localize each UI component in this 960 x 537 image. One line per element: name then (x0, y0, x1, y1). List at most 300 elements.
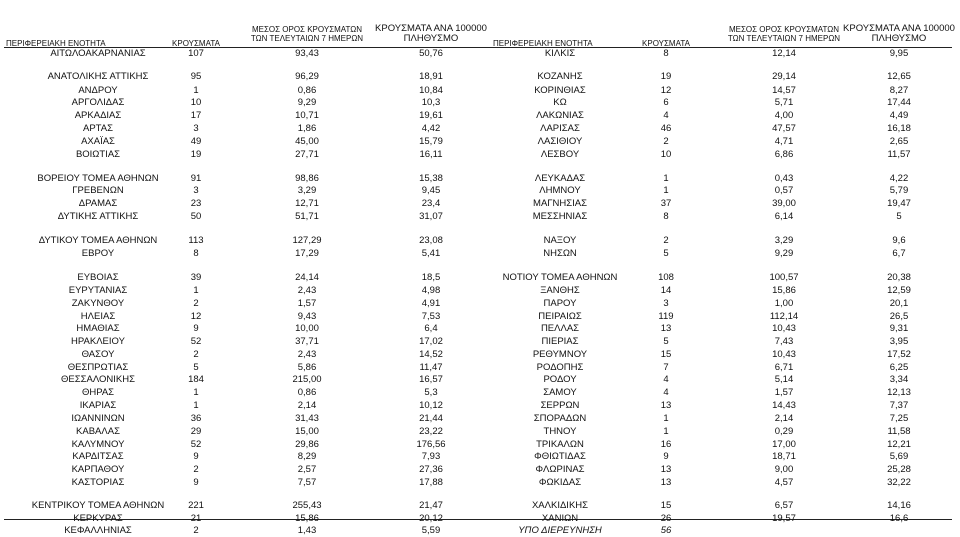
cases-cell: 3 (193, 185, 199, 196)
per100k-cell: 15,79 (419, 136, 443, 147)
per100k-cell: 18,91 (419, 71, 443, 82)
per100k-cell: 3,95 (889, 336, 909, 347)
avg-cell: 9,29 (297, 97, 317, 108)
region-cell: ΡΟΔΟΠΗΣ (536, 362, 584, 373)
cases-cell: 2 (193, 349, 199, 360)
avg-cell: 7,57 (297, 477, 317, 488)
avg-cell: 9,29 (774, 248, 794, 259)
region-cell: ΑΡΤΑΣ (83, 123, 113, 134)
cases-cell: 16 (660, 439, 672, 450)
avg-cell: 17,29 (295, 248, 319, 259)
region-cell: ΑΝΔΡΟΥ (78, 85, 118, 96)
per100k-cell: 4,42 (421, 123, 441, 134)
avg-cell: 10,43 (772, 349, 796, 360)
avg-cell: 5,14 (774, 374, 794, 385)
avg-cell: 12,14 (772, 48, 796, 59)
region-cell: ΚΕΝΤΡΙΚΟΥ ΤΟΜΕΑ ΑΘΗΝΩΝ (31, 500, 165, 511)
avg-cell: 100,57 (769, 272, 799, 283)
cases-cell: 13 (660, 477, 672, 488)
cases-cell: 9 (663, 451, 669, 462)
avg-cell: 9,00 (774, 464, 794, 475)
cases-cell: 108 (658, 272, 674, 283)
cases-cell: 17 (190, 110, 202, 121)
table-row (0, 184, 960, 197)
header-per100k-line1: ΚΡΟΥΣΜΑΤΑ ΑΝΑ 100000 (375, 23, 487, 34)
region-cell: ΕΒΡΟΥ (81, 248, 115, 259)
table-row (0, 463, 960, 476)
region-cell: ΚΑΛΥΜΝΟΥ (71, 439, 125, 450)
table-row (0, 247, 960, 260)
cases-cell: 8 (663, 211, 669, 222)
per100k-cell: 18,5 (421, 272, 441, 283)
cases-cell: 2 (663, 136, 669, 147)
cases-cell: 15 (660, 349, 672, 360)
region-cell: ΠΑΡΟΥ (543, 298, 577, 309)
cases-cell: 4 (663, 110, 669, 121)
avg-cell: 15,86 (295, 513, 319, 524)
region-cell: ΕΥΒΟΙΑΣ (77, 272, 119, 283)
per100k-cell: 23,4 (421, 198, 441, 209)
cases-cell: 2 (193, 298, 199, 309)
avg-cell: 14,43 (772, 400, 796, 411)
per100k-cell: 8,27 (889, 85, 909, 96)
per100k-cell: 5,3 (424, 387, 438, 398)
region-cell: ΥΠΟ ΔΙΕΡΕΥΝΗΣΗ (518, 525, 602, 536)
table-row (0, 524, 960, 537)
per100k-cell: 11,57 (887, 149, 911, 160)
table-row (0, 348, 960, 361)
cases-cell: 19 (190, 149, 202, 160)
region-cell: ΚΙΛΚΙΣ (544, 48, 576, 59)
cases-cell: 10 (190, 97, 202, 108)
cases-cell: 36 (190, 413, 202, 424)
cases-cell: 1 (193, 85, 199, 96)
per100k-cell: 9,31 (889, 323, 909, 334)
avg-cell: 0,43 (774, 173, 794, 184)
region-cell: ΦΘΙΩΤΙΔΑΣ (534, 451, 586, 462)
region-cell: ΦΩΚΙΔΑΣ (538, 477, 582, 488)
per100k-cell: 23,22 (419, 426, 443, 437)
per100k-cell: 176,56 (416, 439, 446, 450)
region-cell: ΚΑΣΤΟΡΙΑΣ (71, 477, 125, 488)
avg-cell: 10,43 (772, 323, 796, 334)
cases-cell: 37 (660, 198, 672, 209)
region-cell: ΗΛΕΙΑΣ (80, 311, 116, 322)
per100k-cell: 19,47 (887, 198, 911, 209)
per100k-cell: 5 (896, 211, 902, 222)
region-cell: ΑΡΓΟΛΙΔΑΣ (71, 97, 125, 108)
per100k-cell: 11,47 (419, 362, 443, 373)
per100k-cell: 4,49 (889, 110, 909, 121)
table-row (0, 322, 960, 335)
cases-cell: 8 (193, 248, 199, 259)
region-cell: ΛΕΣΒΟΥ (540, 149, 580, 160)
avg-cell: 45,00 (295, 136, 319, 147)
region-cell: ΚΟΡΙΝΘΙΑΣ (534, 85, 586, 96)
per100k-cell: 25,28 (887, 464, 911, 475)
region-cell: ΗΡΑΚΛΕΙΟΥ (71, 336, 125, 347)
region-cell: ΗΜΑΘΙΑΣ (76, 323, 120, 334)
region-cell: ΝΑΞΟΥ (543, 235, 577, 246)
avg-cell: 2,14 (774, 413, 794, 424)
per100k-cell: 10,3 (421, 97, 441, 108)
cases-cell: 23 (190, 198, 202, 209)
per100k-cell: 5,69 (889, 451, 909, 462)
avg-cell: 4,71 (774, 136, 794, 147)
cases-cell: 13 (660, 323, 672, 334)
region-cell: ΤΗΝΟΥ (543, 426, 577, 437)
avg-cell: 9,43 (297, 311, 317, 322)
cases-cell: 26 (660, 513, 672, 524)
avg-cell: 15,86 (772, 285, 796, 296)
per100k-cell: 21,47 (419, 500, 443, 511)
per100k-cell: 12,59 (887, 285, 911, 296)
table-row (0, 96, 960, 109)
region-cell: ΚΑΒΑΛΑΣ (76, 426, 120, 437)
region-cell: ΑΧΑΪΑΣ (81, 136, 115, 147)
region-cell: ΤΡΙΚΑΛΩΝ (536, 439, 584, 450)
cases-cell: 13 (660, 400, 672, 411)
table-row (0, 47, 960, 60)
cases-cell: 10 (660, 149, 672, 160)
per100k-cell: 26,5 (889, 311, 909, 322)
avg-cell: 29,14 (772, 71, 796, 82)
region-cell: ΣΑΜΟΥ (543, 387, 577, 398)
avg-cell: 29,86 (295, 439, 319, 450)
avg-cell: 1,57 (774, 387, 794, 398)
region-cell: ΒΟΙΩΤΙΑΣ (75, 149, 121, 160)
avg-cell: 7,43 (774, 336, 794, 347)
cases-cell: 1 (663, 185, 669, 196)
avg-cell: 0,86 (297, 387, 317, 398)
table-row (0, 499, 960, 512)
avg-cell: 98,86 (295, 173, 319, 184)
avg-cell: 0,57 (774, 185, 794, 196)
cases-cell: 1 (663, 173, 669, 184)
cases-cell: 52 (190, 336, 202, 347)
avg-cell: 1,00 (774, 298, 794, 309)
avg-cell: 47,57 (772, 123, 796, 134)
avg-cell: 8,29 (297, 451, 317, 462)
region-cell: ΖΑΚΥΝΘΟΥ (71, 298, 125, 309)
cases-cell: 39 (190, 272, 202, 283)
region-cell: ΠΕΛΛΑΣ (540, 323, 580, 334)
table-row (0, 476, 960, 489)
cases-cell: 21 (190, 513, 202, 524)
avg-cell: 14,57 (772, 85, 796, 96)
region-cell: ΔΥΤΙΚΗΣ ΑΤΤΙΚΗΣ (57, 211, 139, 222)
cases-cell: 12 (660, 85, 672, 96)
per100k-cell: 7,37 (889, 400, 909, 411)
avg-cell: 112,14 (769, 311, 799, 322)
avg-cell: 1,43 (297, 525, 317, 536)
per100k-cell: 17,44 (887, 97, 911, 108)
avg-cell: 31,43 (295, 413, 319, 424)
cases-cell: 119 (658, 311, 674, 322)
avg-cell: 4,00 (774, 110, 794, 121)
per100k-cell: 7,93 (421, 451, 441, 462)
per100k-cell: 7,25 (889, 413, 909, 424)
region-cell: ΝΗΣΩΝ (543, 248, 577, 259)
header-avg-line1: ΜΕΣΟΣ ΟΡΟΣ ΚΡΟΥΣΜΑΤΩΝ (251, 25, 363, 34)
cases-cell: 6 (663, 97, 669, 108)
per100k-cell: 9,6 (892, 235, 906, 246)
cases-cell: 5 (663, 336, 669, 347)
per100k-cell: 12,21 (887, 439, 911, 450)
per100k-cell: 32,22 (887, 477, 911, 488)
avg-cell: 255,43 (292, 500, 322, 511)
region-cell: ΚΩ (553, 97, 567, 108)
region-cell: ΝΟΤΙΟΥ ΤΟΜΕΑ ΑΘΗΝΩΝ (502, 272, 618, 283)
table-row (0, 399, 960, 412)
region-cell: ΠΕΙΡΑΙΩΣ (538, 311, 582, 322)
per100k-cell: 5,79 (889, 185, 909, 196)
region-cell: ΛΑΚΩΝΙΑΣ (536, 110, 584, 121)
region-cell: ΧΑΝΙΩΝ (541, 513, 579, 524)
header-per100k-left (366, 24, 496, 44)
cases-cell: 9 (193, 451, 199, 462)
region-cell: ΓΡΕΒΕΝΩΝ (72, 185, 124, 196)
avg-cell: 6,86 (774, 149, 794, 160)
cases-cell: 9 (193, 323, 199, 334)
cases-cell: 1 (193, 387, 199, 398)
avg-cell: 15,00 (295, 426, 319, 437)
table-row (0, 425, 960, 438)
avg-cell: 24,14 (295, 272, 319, 283)
cases-cell: 7 (663, 362, 669, 373)
header-per100k-line1: ΚΡΟΥΣΜΑΤΑ ΑΝΑ 100000 (843, 23, 955, 34)
header-region-left: ΠΕΡΙΦΕΡΕΙΑΚΗ ΕΝΟΤΗΤΑ (6, 39, 106, 48)
table-row (0, 122, 960, 135)
cases-cell: 107 (188, 48, 204, 59)
per100k-cell: 21,44 (419, 413, 443, 424)
avg-cell: 0,29 (774, 426, 794, 437)
per100k-cell: 6,7 (892, 248, 906, 259)
per100k-cell: 4,91 (421, 298, 441, 309)
per100k-cell: 20,12 (419, 513, 443, 524)
region-cell: ΔΥΤΙΚΟΥ ΤΟΜΕΑ ΑΘΗΝΩΝ (38, 235, 158, 246)
avg-cell: 37,71 (295, 336, 319, 347)
table-row (0, 335, 960, 348)
table-row (0, 148, 960, 161)
per100k-cell: 20,1 (889, 298, 909, 309)
cases-cell: 91 (190, 173, 202, 184)
per100k-cell: 9,95 (889, 48, 909, 59)
per100k-cell: 17,52 (887, 349, 911, 360)
cases-cell: 1 (663, 426, 669, 437)
header-per100k-line2: ΠΛΗΘΥΣΜΟ (403, 33, 459, 44)
cases-cell: 2 (193, 464, 199, 475)
avg-cell: 2,57 (297, 464, 317, 475)
cases-cell: 14 (660, 285, 672, 296)
per100k-cell: 4,98 (421, 285, 441, 296)
cases-cell: 8 (663, 48, 669, 59)
avg-cell: 2,14 (297, 400, 317, 411)
avg-cell: 39,00 (772, 198, 796, 209)
header-avg-right (722, 25, 846, 43)
per100k-cell: 16,57 (419, 374, 443, 385)
avg-cell: 6,71 (774, 362, 794, 373)
avg-cell: 5,71 (774, 97, 794, 108)
region-cell: ΣΕΡΡΩΝ (540, 400, 580, 411)
per100k-cell: 19,61 (419, 110, 443, 121)
per100k-cell: 11,58 (887, 426, 911, 437)
avg-cell: 18,71 (772, 451, 796, 462)
cases-cell: 4 (663, 387, 669, 398)
avg-cell: 27,71 (295, 149, 319, 160)
region-cell: ΡΟΔΟΥ (543, 374, 577, 385)
per100k-cell: 14,52 (419, 349, 443, 360)
cases-cell: 113 (188, 235, 204, 246)
region-cell: ΘΕΣΠΡΩΤΙΑΣ (67, 362, 129, 373)
avg-cell: 0,86 (297, 85, 317, 96)
cases-cell: 95 (190, 71, 202, 82)
region-cell: ΡΕΘΥΜΝΟΥ (532, 349, 588, 360)
avg-cell: 2,43 (297, 285, 317, 296)
avg-cell: 127,29 (292, 235, 322, 246)
region-cell: ΑΡΚΑΔΙΑΣ (74, 110, 122, 121)
region-cell: ΑΙΤΩΛΟΑΚΑΡΝΑΝΙΑΣ (50, 48, 146, 59)
avg-cell: 19,57 (772, 513, 796, 524)
header-avg-line2: ΤΩΝ ΤΕΛΕΥΤΑΙΩΝ 7 ΗΜΕΡΩΝ (727, 34, 841, 43)
cases-cell: 5 (663, 248, 669, 259)
cases-cell: 221 (188, 500, 204, 511)
cases-cell: 5 (193, 362, 199, 373)
cases-cell: 2 (193, 525, 199, 536)
cases-cell: 2 (663, 235, 669, 246)
per100k-cell: 20,38 (887, 272, 911, 283)
region-cell: ΔΡΑΜΑΣ (78, 198, 118, 209)
region-cell: ΚΟΖΑΝΗΣ (537, 71, 583, 82)
cases-cell: 50 (190, 211, 202, 222)
header-per100k-right (838, 24, 960, 44)
cases-cell: 15 (660, 500, 672, 511)
table-row (0, 197, 960, 210)
region-cell: ΦΛΩΡΙΝΑΣ (535, 464, 585, 475)
per100k-cell: 7,53 (421, 311, 441, 322)
table-row (0, 135, 960, 148)
region-cell: ΘΗΡΑΣ (81, 387, 115, 398)
per100k-cell: 16,18 (887, 123, 911, 134)
region-cell: ΞΑΝΘΗΣ (540, 285, 580, 296)
per100k-cell: 6,4 (424, 323, 438, 334)
cases-cell: 29 (190, 426, 202, 437)
per100k-cell: 5,41 (421, 248, 441, 259)
table-row (0, 234, 960, 247)
cases-cell: 46 (660, 123, 672, 134)
region-cell: ΕΥΡΥΤΑΝΙΑΣ (68, 285, 128, 296)
cases-cell: 12 (190, 311, 202, 322)
avg-cell: 1,86 (297, 123, 317, 134)
avg-cell: 5,86 (297, 362, 317, 373)
header-avg-left (246, 25, 368, 43)
header-per100k-line2: ΠΛΗΘΥΣΜΟ (871, 33, 927, 44)
region-cell: ΒΟΡΕΙΟΥ ΤΟΜΕΑ ΑΘΗΝΩΝ (37, 173, 159, 184)
cases-cell: 9 (193, 477, 199, 488)
avg-cell: 51,71 (295, 211, 319, 222)
cases-cell: 56 (660, 525, 672, 536)
per100k-cell: 27,36 (419, 464, 443, 475)
per100k-cell: 23,08 (419, 235, 443, 246)
region-cell: ΚΑΡΠΑΘΟΥ (71, 464, 125, 475)
per100k-cell: 12,13 (887, 387, 911, 398)
cases-cell: 3 (663, 298, 669, 309)
table-row (0, 386, 960, 399)
table-row (0, 297, 960, 310)
table-row (0, 210, 960, 223)
per100k-cell: 2,65 (889, 136, 909, 147)
header-cases-left: ΚΡΟΥΣΜΑΤΑ (172, 39, 220, 48)
region-cell: ΘΑΣΟΥ (81, 349, 115, 360)
per100k-cell: 14,16 (887, 500, 911, 511)
per100k-cell: 50,76 (419, 48, 443, 59)
avg-cell: 6,14 (774, 211, 794, 222)
header-avg-line1: ΜΕΣΟΣ ΟΡΟΣ ΚΡΟΥΣΜΑΤΩΝ (728, 25, 840, 34)
table-row (0, 450, 960, 463)
per100k-cell: 9,45 (421, 185, 441, 196)
header-cases-right: ΚΡΟΥΣΜΑΤΑ (642, 39, 690, 48)
region-cell: ΧΑΛΚΙΔΙΚΗΣ (531, 500, 589, 511)
header-avg-line2: ΤΩΝ ΤΕΛΕΥΤΑΙΩΝ 7 ΗΜΕΡΩΝ (250, 34, 364, 43)
per100k-cell: 17,02 (419, 336, 443, 347)
region-cell: ΚΑΡΔΙΤΣΑΣ (72, 451, 124, 462)
cases-cell: 184 (188, 374, 204, 385)
per100k-cell: 5,59 (421, 525, 441, 536)
region-cell: ΑΝΑΤΟΛΙΚΗΣ ΑΤΤΙΚΗΣ (47, 71, 149, 82)
cases-cell: 19 (660, 71, 672, 82)
cases-cell: 1 (663, 413, 669, 424)
region-cell: ΛΗΜΝΟΥ (539, 185, 581, 196)
per100k-cell: 17,88 (419, 477, 443, 488)
avg-cell: 96,29 (295, 71, 319, 82)
region-cell: ΛΑΡΙΣΑΣ (540, 123, 580, 134)
per100k-cell: 6,25 (889, 362, 909, 373)
region-cell: ΚΕΦΑΛΛΗΝΙΑΣ (64, 525, 132, 536)
avg-cell: 3,29 (297, 185, 317, 196)
table-row (0, 284, 960, 297)
per100k-cell: 10,12 (419, 400, 443, 411)
per100k-cell: 4,22 (889, 173, 909, 184)
avg-cell: 93,43 (295, 48, 319, 59)
region-cell: ΜΕΣΣΗΝΙΑΣ (532, 211, 588, 222)
header-region-right: ΠΕΡΙΦΕΡΕΙΑΚΗ ΕΝΟΤΗΤΑ (493, 39, 593, 48)
per100k-cell: 12,65 (887, 71, 911, 82)
avg-cell: 2,43 (297, 349, 317, 360)
per100k-cell: 3,34 (889, 374, 909, 385)
region-cell: ΙΚΑΡΙΑΣ (79, 400, 117, 411)
avg-cell: 3,29 (774, 235, 794, 246)
region-cell: ΚΕΡΚΥΡΑΣ (73, 513, 123, 524)
per100k-cell: 16,11 (419, 149, 443, 160)
region-cell: ΙΩΑΝΝΙΝΩΝ (71, 413, 125, 424)
per100k-cell: 16,6 (889, 513, 909, 524)
cases-cell: 3 (193, 123, 199, 134)
region-cell: ΜΑΓΝΗΣΙΑΣ (533, 198, 587, 209)
table-row (0, 109, 960, 122)
region-cell: ΘΕΣΣΑΛΟΝΙΚΗΣ (61, 374, 135, 385)
avg-cell: 1,57 (297, 298, 317, 309)
cases-cell: 1 (193, 285, 199, 296)
per100k-cell: 31,07 (419, 211, 443, 222)
avg-cell: 12,71 (295, 198, 319, 209)
region-cell: ΠΙΕΡΙΑΣ (541, 336, 579, 347)
cases-cell: 4 (663, 374, 669, 385)
cases-cell: 13 (660, 464, 672, 475)
avg-cell: 6,57 (774, 500, 794, 511)
avg-cell: 10,00 (295, 323, 319, 334)
table-row (0, 373, 960, 386)
per100k-cell: 10,84 (419, 85, 443, 96)
